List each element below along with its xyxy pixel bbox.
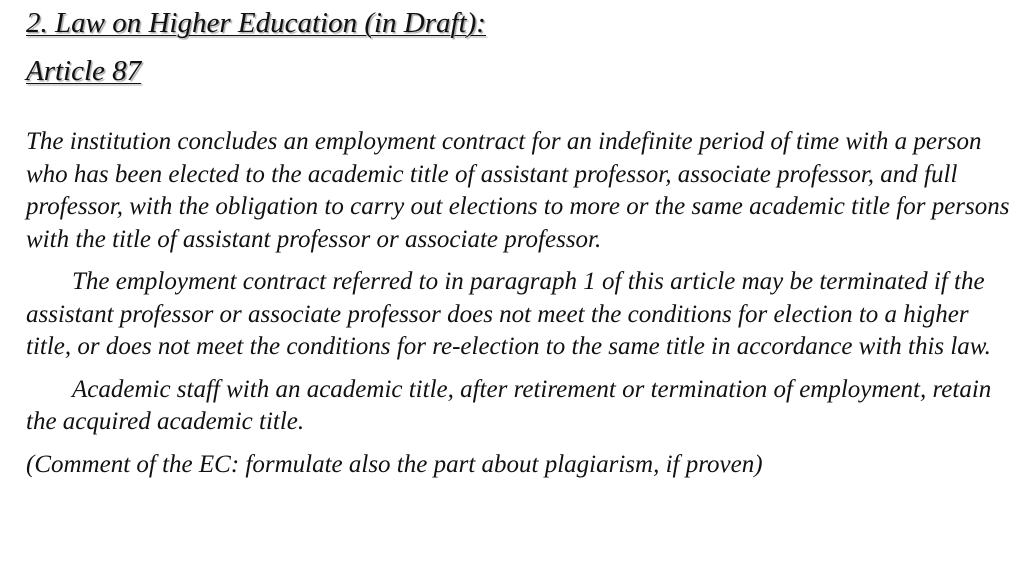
paragraph-1: The institution concludes an employment contract for an indefinite period of time with a person who has been elected to the academic title of assistant professor, associate professor, and full professor, with the obligation to carry out elections to more or the same academic title for persons with the title of assistant professor or associate professor. [26,128,1010,253]
paragraph-2: The employment contract referred to in paragraph 1 of this article may be terminated if the assistant professor or associate professor does not meet the conditions for election to a higher title, or does not meet the conditions for re-election to the same title in accordance with this law. [26,268,991,360]
article-body [26,126,1011,481]
ec-comment: (Comment of the EC: formulate also the part about plagiarism, if proven) [26,450,763,478]
paragraph-3: Academic staff with an academic title, after retirement or termination of employment, retain the acquired academic title. [26,375,992,435]
article-heading: Article 87 [26,55,142,87]
section-heading: 2. Law on Higher Education (in Draft): [26,7,486,39]
